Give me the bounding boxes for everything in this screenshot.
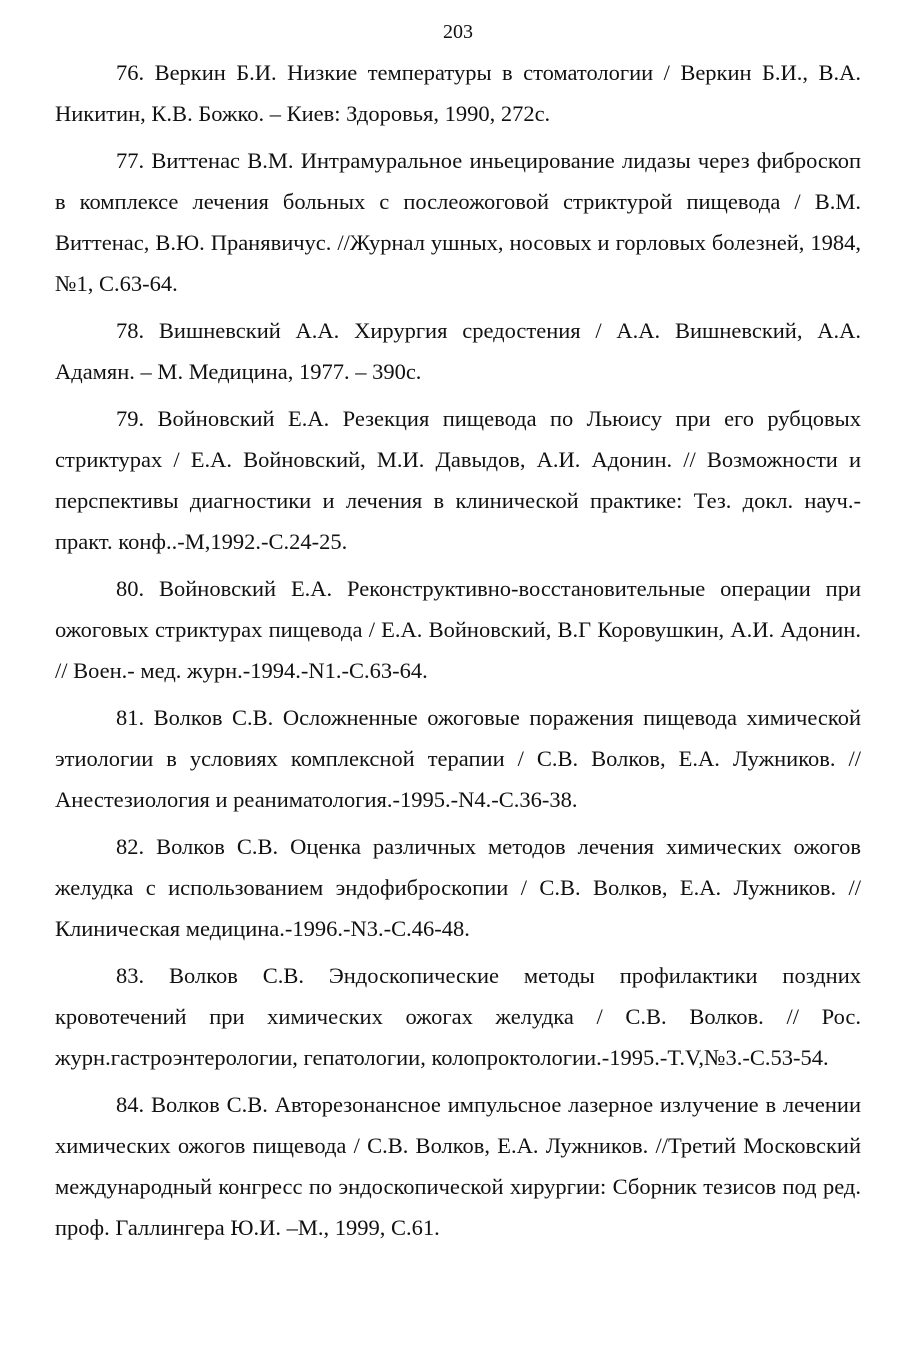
reference-item-82: 82. Волков С.В. Оценка различных методов лечения химических ожогов желудка с использованием эндофиброскопии / С.В. Волков, Е.А. Лужников. // Клиническая медицина.-1996.-N3.-С.46-48.: [55, 834, 861, 941]
reference-item-83: 83. Волков С.В. Эндоскопические методы профилактики поздних кровотечений при химических ожогах желудка / С.В. Волков. // Рос. журн.гастроэнтерологии, гепатологии, колопроктологии.-1995.-T.V,№3.-С.53-54.: [55, 963, 861, 1070]
reference-item-80: 80. Войновский Е.А. Реконструктивно-восстановительные операции при ожоговых стриктурах пищевода / Е.А. Войновский, В.Г Коровушкин, А.И. Адонин. // Воен.- мед. журн.-1994.-N1.-С.63-64.: [55, 576, 861, 683]
reference-item-84: 84. Волков С.В. Авторезонансное импульсное лазерное излучение в лечении химических ожогов пищевода / С.В. Волков, Е.А. Лужников. //Третий Московский международный конгресс по эндоскопической хирургии: Сборник тезисов под ред. проф. Галлингера Ю.И. –М., 1999, С.61.: [55, 1092, 861, 1240]
reference-item-76: 76. Веркин Б.И. Низкие температуры в стоматологии / Веркин Б.И., В.А. Никитин, К.В. Божко. – Киев: Здоровья, 1990, 272с.: [55, 60, 861, 126]
reference-item-79: 79. Войновский Е.А. Резекция пищевода по Льюису при его рубцовых стриктурах / Е.А. Войновский, М.И. Давыдов, А.И. Адонин. // Возможности и перспективы диагностики и лечения в клинической практике: Тез. докл. науч.-практ. конф..-М,1992.-С.24-25.: [55, 406, 861, 554]
reference-item-81: 81. Волков С.В. Осложненные ожоговые поражения пищевода химической этиологии в условиях комплексной терапии / С.В. Волков, Е.А. Лужников. // Анестезиология и реаниматология.-1995.-N4.-С.36-38.: [55, 705, 861, 812]
reference-item-77: 77. Виттенас В.М. Интрамуральное иньецирование лидазы через фиброскоп в комплексе лечения больных с послеожоговой стриктурой пищевода / В.М. Виттенас, В.Ю. Пранявичус. //Журнал ушных, носовых и горловых болезней, 1984, №1, С.63-64.: [55, 148, 861, 296]
reference-item-78: 78. Вишневский А.А. Хирургия средостения / А.А. Вишневский, А.А. Адамян. – М. Медицина, 1977. – 390с.: [55, 318, 861, 384]
page-number: 203: [443, 21, 473, 43]
reference-list: [55, 52, 861, 1248]
